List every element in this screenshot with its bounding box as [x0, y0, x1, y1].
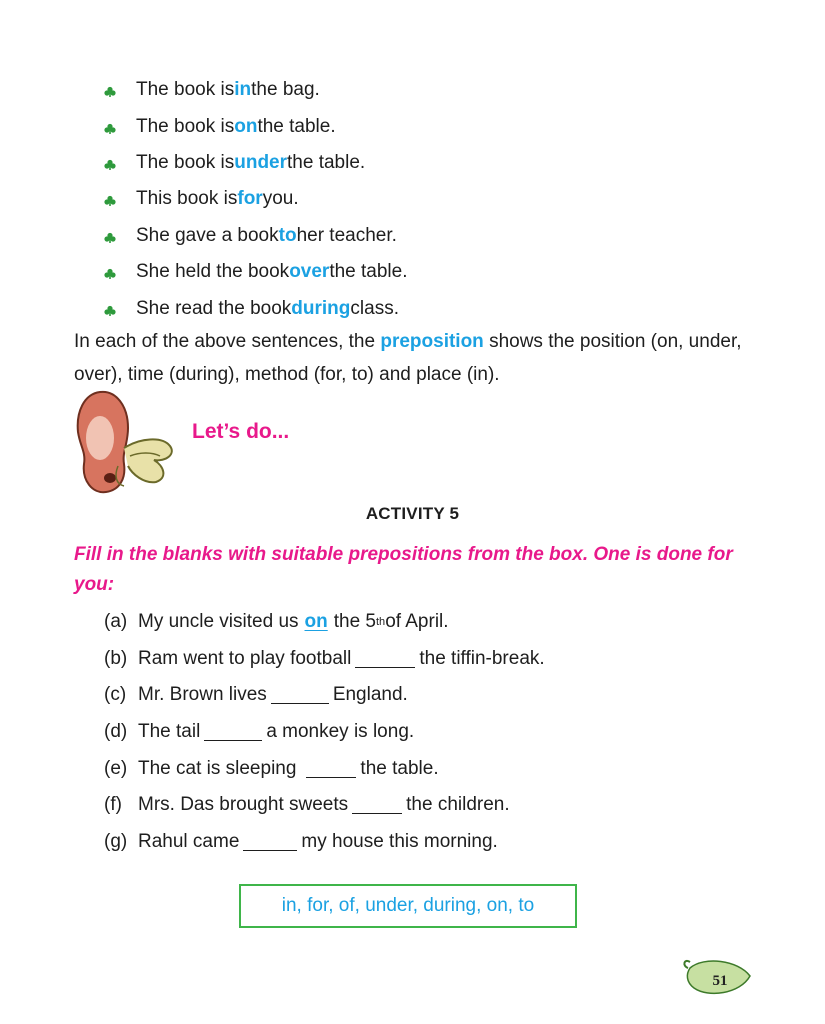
question-text: my house this morning.: [301, 830, 498, 852]
example-sentence: [104, 72, 408, 108]
page-number: 51: [712, 973, 728, 989]
example-sentence: [104, 181, 408, 217]
answer-blank[interactable]: [352, 812, 402, 814]
question-text: The cat is sleeping: [138, 757, 297, 779]
preposition-keyword: preposition: [380, 331, 484, 352]
question-text: Ram went to play football: [138, 647, 352, 669]
question-text: My uncle visited us: [138, 611, 299, 633]
preposition-highlight: on: [234, 115, 258, 137]
question-text: The tail: [138, 721, 201, 743]
preposition-word-box: in, for, of, under, during, on, to: [239, 884, 577, 928]
question-item: [104, 641, 545, 678]
sentence-text: She gave a book: [136, 224, 279, 246]
example-sentence: [104, 254, 408, 290]
lets-do-heading: Let’s do...: [192, 420, 290, 443]
activity-title: ACTIVITY 5: [365, 504, 460, 523]
sentence-text: her teacher.: [296, 224, 397, 246]
explanation-text: shows the position (on, under, over), time (during), method (for, to) and place (in).: [74, 331, 742, 385]
question-item: [104, 604, 545, 641]
explanation-text: In each of the above sentences, the: [74, 331, 381, 352]
question-label: (b): [104, 647, 128, 669]
question-text: the tiffin-break.: [419, 647, 545, 669]
question-text: the table.: [360, 757, 439, 779]
question-text: the children.: [406, 794, 510, 816]
question-item: [104, 714, 545, 751]
leaf-page-number: [680, 954, 760, 1000]
answer-blank[interactable]: [271, 702, 329, 704]
example-sentence: [104, 218, 408, 254]
sentence-text: The book is: [136, 79, 235, 101]
answer-blank[interactable]: [204, 739, 262, 741]
question-text: of April.: [385, 611, 449, 633]
question-label: (e): [104, 757, 128, 779]
preposition-highlight: over: [289, 261, 330, 283]
question-item: [104, 750, 545, 787]
peanut-mascot-icon: [70, 386, 182, 498]
sentence-text: the table.: [287, 151, 366, 173]
question-list: [104, 604, 545, 860]
sentence-text: She held the book: [136, 261, 290, 283]
preposition-highlight: in: [234, 79, 252, 101]
explanation-paragraph: [74, 325, 764, 391]
sentence-text: She read the book: [136, 297, 292, 319]
preposition-highlight: during: [291, 297, 351, 319]
club-bullet-icon: [104, 159, 116, 171]
question-text: England.: [332, 684, 408, 706]
example-sentence: [104, 290, 408, 326]
question-label: (f): [104, 794, 122, 816]
club-bullet-icon: [104, 123, 116, 135]
sentence-text: the table.: [257, 115, 336, 137]
club-bullet-icon: [104, 232, 116, 244]
club-bullet-icon: [104, 305, 116, 317]
question-label: (d): [104, 721, 128, 743]
question-label: (g): [104, 830, 128, 852]
example-answer: on: [304, 611, 328, 633]
ordinal-suffix: th: [376, 616, 386, 629]
preposition-highlight: to: [278, 224, 297, 246]
sentence-text: class.: [350, 297, 399, 319]
preposition-highlight: for: [237, 188, 263, 210]
answer-blank[interactable]: [306, 776, 356, 778]
sentence-text: the bag.: [251, 79, 320, 101]
example-sentence: [104, 145, 408, 181]
question-item: [104, 824, 545, 861]
leaf-icon: [684, 961, 690, 968]
question-label: (a): [104, 611, 128, 633]
preposition-highlight: under: [234, 151, 288, 173]
question-text: Mr. Brown lives: [138, 684, 267, 706]
example-sentence-list: [104, 72, 408, 327]
sentence-text: The book is: [136, 151, 235, 173]
question-text: a monkey is long.: [266, 721, 415, 743]
question-label: (c): [104, 684, 127, 706]
activity-instruction: Fill in the blanks with suitable prepositions from the box. One is done for you:: [74, 544, 733, 595]
sentence-text: you.: [262, 188, 299, 210]
sentence-text: The book is: [136, 115, 235, 137]
question-item: [104, 677, 545, 714]
club-bullet-icon: [104, 86, 116, 98]
question-text: the 5: [333, 611, 376, 633]
sentence-text: This book is: [136, 188, 238, 210]
club-bullet-icon: [104, 195, 116, 207]
answer-blank[interactable]: [355, 666, 415, 668]
question-text: Rahul came: [138, 830, 240, 852]
answer-blank[interactable]: [243, 849, 297, 851]
sentence-text: the table.: [329, 261, 408, 283]
example-sentence: [104, 108, 408, 144]
question-item: [104, 787, 545, 824]
question-text: Mrs. Das brought sweets: [138, 794, 349, 816]
club-bullet-icon: [104, 268, 116, 280]
